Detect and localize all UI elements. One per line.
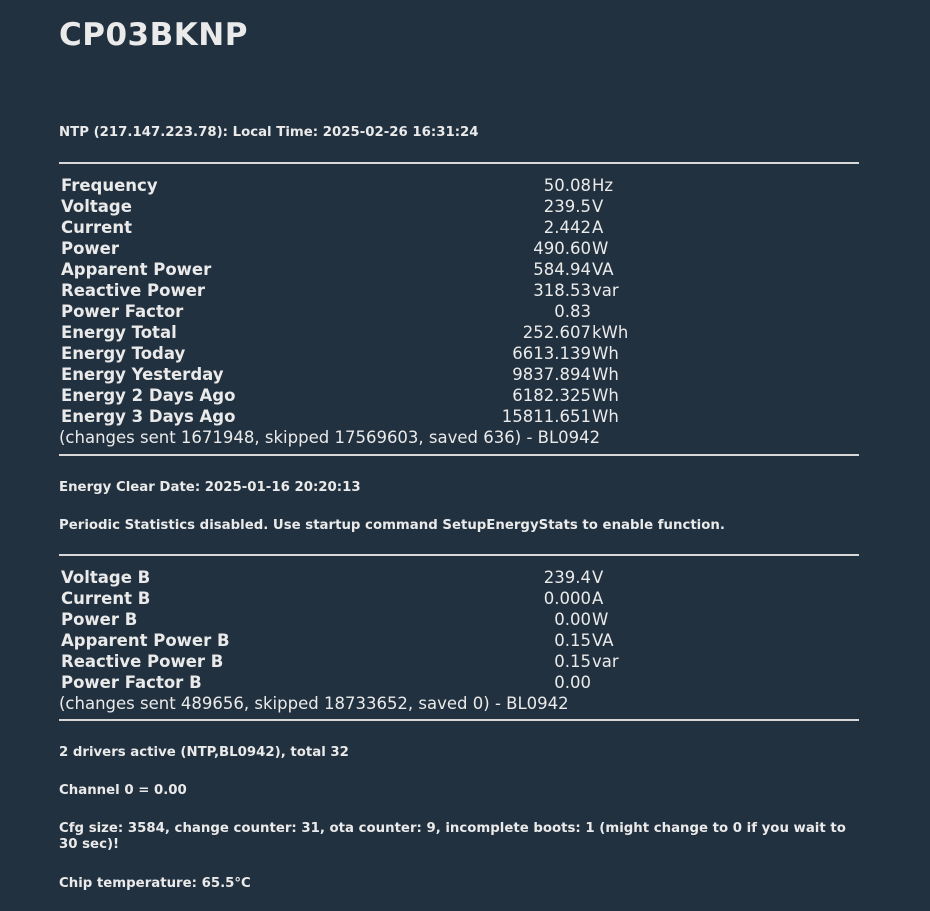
metric-label: Power Factor bbox=[61, 302, 184, 321]
metric-label: Voltage bbox=[61, 197, 132, 216]
metric-value: 2.442 bbox=[543, 218, 591, 237]
divider bbox=[59, 454, 859, 456]
metric-value: 6182.325 bbox=[512, 386, 591, 405]
table-row bbox=[61, 406, 859, 427]
metric-label: Voltage B bbox=[61, 568, 151, 587]
metric-value: 239.5 bbox=[543, 197, 591, 216]
metric-value: 252.607 bbox=[522, 323, 591, 342]
metric-label: Reactive Power B bbox=[61, 652, 224, 671]
metric-unit: W bbox=[592, 239, 609, 258]
metric-unit: Wh bbox=[592, 365, 619, 384]
metric-value: 490.60 bbox=[533, 239, 591, 258]
table-row bbox=[61, 567, 859, 588]
metric-unit: A bbox=[592, 589, 604, 608]
table-row bbox=[61, 322, 859, 343]
metric-label: Apparent Power bbox=[61, 260, 212, 279]
metric-value: 0.15 bbox=[554, 631, 591, 650]
table-row bbox=[61, 364, 859, 385]
energy-changes-note: (changes sent 1671948, skipped 17569603, saved 636) - BL0942 bbox=[59, 428, 601, 447]
metric-value: 50.08 bbox=[543, 176, 591, 195]
metric-label: Energy 2 Days Ago bbox=[61, 386, 236, 405]
channel-b-changes-note: (changes sent 489656, skipped 18733652, saved 0) - BL0942 bbox=[59, 694, 569, 713]
metric-value: 0.000 bbox=[543, 589, 591, 608]
metric-unit: Wh bbox=[592, 386, 619, 405]
metric-unit: kWh bbox=[592, 323, 629, 342]
metric-label: Power Factor B bbox=[61, 673, 202, 692]
metric-value: 584.94 bbox=[533, 260, 591, 279]
periodic-stats-note: Periodic Statistics disabled. Use startup command SetupEnergyStats to enable function. bbox=[59, 518, 725, 533]
cfg-status: Cfg size: 3584, change counter: 31, ota counter: 9, incomplete boots: 1 (might change to 0 if you wait to 30 sec)! bbox=[59, 821, 846, 852]
metric-label: Power bbox=[61, 239, 119, 258]
energy-clear-date: Energy Clear Date: 2025-01-16 20:20:13 bbox=[59, 480, 361, 495]
metric-label: Apparent Power B bbox=[61, 631, 230, 650]
metric-value: 9837.894 bbox=[512, 365, 591, 384]
metric-label: Power B bbox=[61, 610, 138, 629]
metric-label: Energy Today bbox=[61, 344, 186, 363]
metric-unit: V bbox=[592, 197, 604, 216]
metric-unit: Hz bbox=[592, 176, 614, 195]
metric-unit: VA bbox=[592, 260, 614, 279]
metric-label: Energy Total bbox=[61, 323, 177, 342]
divider bbox=[59, 719, 859, 721]
channel-status: Channel 0 = 0.00 bbox=[59, 783, 187, 798]
table-row bbox=[61, 630, 859, 651]
metric-unit: A bbox=[592, 218, 604, 237]
metric-value: 6613.139 bbox=[512, 344, 591, 363]
ntp-status: NTP (217.147.223.78): Local Time: 2025-02-26 16:31:24 bbox=[59, 125, 479, 140]
metric-label: Current bbox=[61, 218, 132, 237]
table-row bbox=[61, 196, 859, 217]
table-row bbox=[61, 259, 859, 280]
metric-value: 318.53 bbox=[533, 281, 591, 300]
table-row bbox=[61, 238, 859, 259]
table-row bbox=[61, 672, 859, 693]
metric-unit: var bbox=[592, 281, 619, 300]
metric-value: 15811.651 bbox=[501, 407, 591, 426]
drivers-status: 2 drivers active (NTP,BL0942), total 32 bbox=[59, 745, 349, 760]
metric-value: 0.00 bbox=[554, 610, 591, 629]
divider bbox=[59, 162, 859, 164]
table-row bbox=[61, 609, 859, 630]
metric-label: Energy 3 Days Ago bbox=[61, 407, 236, 426]
device-title: CP03BKNP bbox=[59, 17, 248, 53]
divider bbox=[59, 554, 859, 556]
table-row bbox=[61, 651, 859, 672]
table-row bbox=[61, 280, 859, 301]
metric-value: 0.83 bbox=[554, 302, 591, 321]
channel-b-table bbox=[61, 567, 859, 693]
metric-label: Energy Yesterday bbox=[61, 365, 224, 384]
metric-value: 0.15 bbox=[554, 652, 591, 671]
metric-label: Reactive Power bbox=[61, 281, 206, 300]
metric-unit: var bbox=[592, 652, 619, 671]
energy-table bbox=[61, 175, 859, 427]
table-row bbox=[61, 217, 859, 238]
metric-unit: Wh bbox=[592, 344, 619, 363]
table-row bbox=[61, 385, 859, 406]
table-row bbox=[61, 301, 859, 322]
metric-value: 239.4 bbox=[543, 568, 591, 587]
table-row bbox=[61, 588, 859, 609]
table-row bbox=[61, 175, 859, 196]
metric-unit: VA bbox=[592, 631, 614, 650]
metric-unit: W bbox=[592, 610, 609, 629]
metric-unit: Wh bbox=[592, 407, 619, 426]
metric-label: Frequency bbox=[61, 176, 158, 195]
metric-unit: V bbox=[592, 568, 604, 587]
chip-temperature: Chip temperature: 65.5°C bbox=[59, 876, 251, 891]
table-row bbox=[61, 343, 859, 364]
metric-label: Current B bbox=[61, 589, 151, 608]
metric-value: 0.00 bbox=[554, 673, 591, 692]
